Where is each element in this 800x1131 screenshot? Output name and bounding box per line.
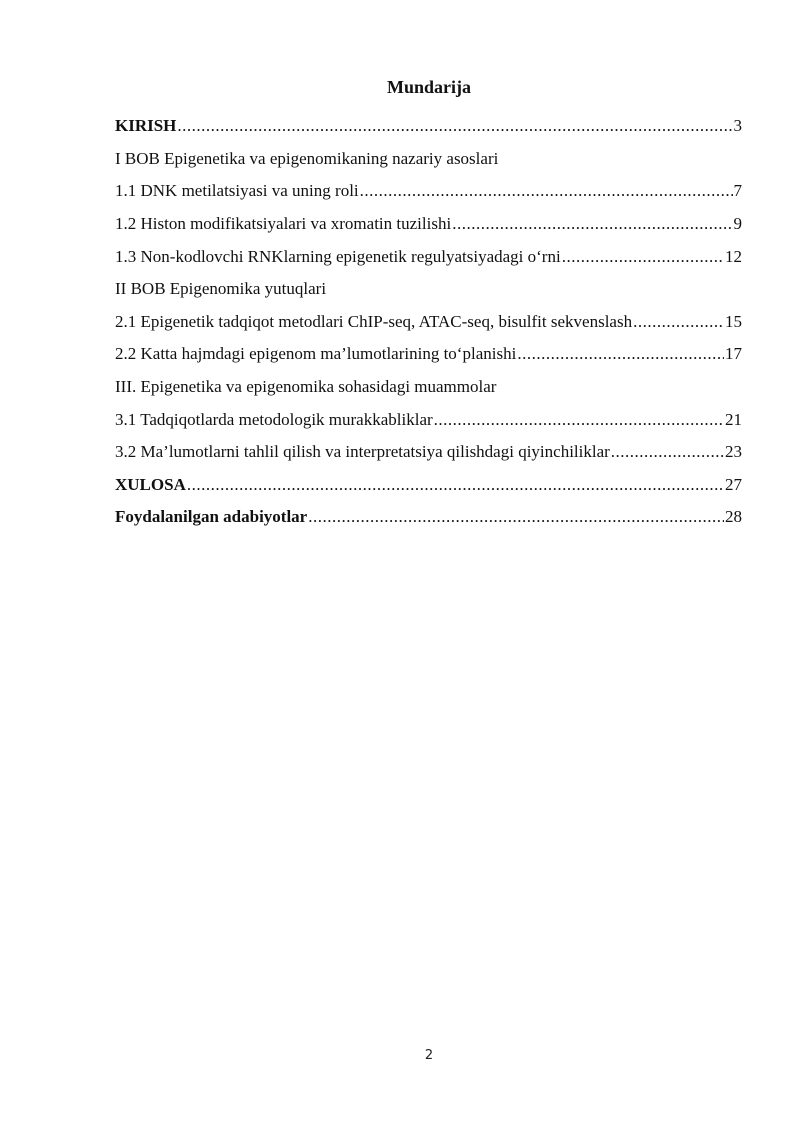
toc-entry-page: 27 [725,474,742,494]
toc-entry-page: 9 [733,214,742,234]
dot-leader [633,312,724,332]
dot-leader [452,214,732,234]
toc-entry-3-1 [115,403,742,436]
toc-entry-page: 3 [733,116,742,136]
dot-leader [187,475,724,495]
toc-entry-label: 3.2 Ma’lumotlarni tahlil qilish va interpretatsiya qilishdagi qiyinchiliklar [115,442,610,462]
toc-chapter-1 [115,143,742,176]
toc-entry-page: 12 [725,246,742,266]
toc-title: Mundarija [386,77,471,97]
toc-entry-1-1 [115,175,742,208]
toc-entry-label: 3.1 Tadqiqotlarda metodologik murakkabliklar [115,409,433,429]
toc-entry-page: 15 [725,311,742,331]
toc-entry-adabiyotlar [115,501,742,534]
toc-chapter-label: III. Epigenetika va epigenomika sohasidagi muammolar [115,377,497,397]
dot-leader [434,410,724,430]
toc-entry-page: 21 [725,409,742,429]
toc-entry-kirish [115,110,742,143]
dot-leader [360,181,733,201]
toc-entry-label: 1.3 Non-kodlovchi RNKlarning epigenetik regulyatsiyadagi o‘rni [115,246,561,266]
toc-entry-label: KIRISH [115,116,177,136]
dot-leader [517,344,724,364]
table-of-contents [115,110,742,534]
toc-entry-label: 2.2 Katta hajmdagi epigenom ma’lumotlarining to‘planishi [115,344,517,364]
toc-entry-2-1 [115,306,742,339]
toc-chapter-2 [115,273,742,306]
toc-entry-page: 28 [725,507,742,527]
page-number: 2 [424,1048,434,1063]
toc-entry-label: XULOSA [115,474,186,494]
dot-leader [562,247,724,267]
toc-entry-2-2 [115,338,742,371]
toc-entry-label: Foydalanilgan adabiyotlar [115,507,308,527]
toc-entry-1-2 [115,208,742,241]
dot-leader [308,507,724,527]
toc-entry-1-3 [115,240,742,273]
dot-leader [611,442,724,462]
toc-chapter-3 [115,371,742,404]
dot-leader [177,116,732,136]
toc-entry-label: 1.1 DNK metilatsiyasi va uning roli [115,181,359,201]
toc-chapter-label: II BOB Epigenomika yutuqlari [115,279,327,299]
toc-entry-label: 2.1 Epigenetik tadqiqot metodlari ChIP-seq, ATAC-seq, bisulfit sekvenslash [115,311,633,331]
toc-entry-page: 7 [733,181,742,201]
toc-entry-label: 1.2 Histon modifikatsiyalari va xromatin tuzilishi [115,214,452,234]
toc-entry-xulosa [115,469,742,502]
toc-entry-3-2 [115,436,742,469]
toc-chapter-label: I BOB Epigenetika va epigenomikaning nazariy asoslari [115,148,499,168]
toc-entry-page: 23 [725,442,742,462]
toc-entry-page: 17 [725,344,742,364]
